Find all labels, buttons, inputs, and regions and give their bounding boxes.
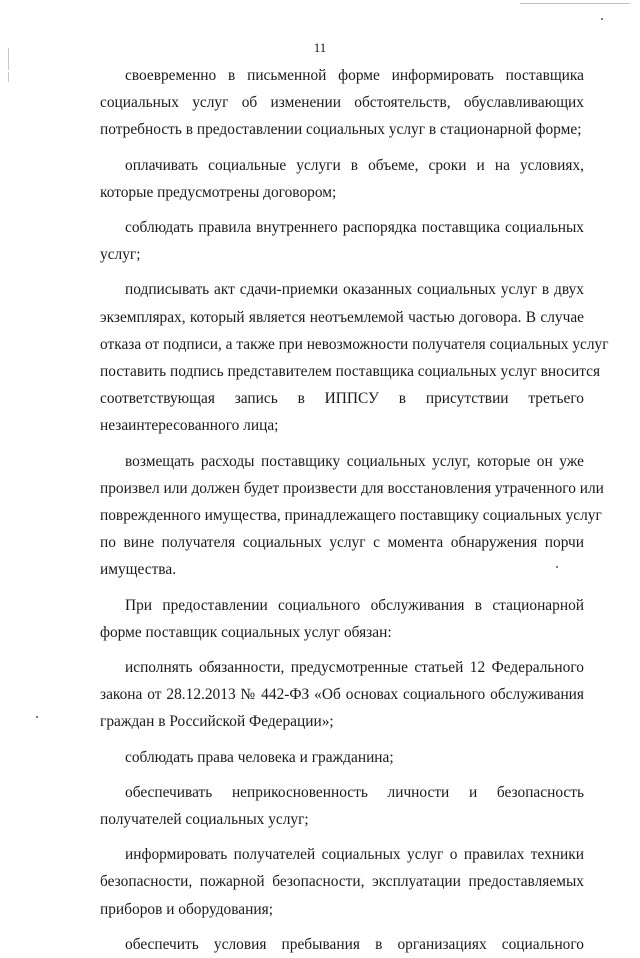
- text-line: своевременно в письменной форме информировать поставщика: [125, 67, 584, 84]
- text-line: экземплярах, который является неотъемлемой частью договора. В случае: [100, 308, 584, 326]
- text-line: подписывать акт сдачи-приемки оказанных социальных услуг в двух: [125, 281, 584, 299]
- text-line: имущества.: [100, 561, 177, 579]
- paragraph: [100, 744, 584, 771]
- text-line: оплачивать социальные услуги в объеме, сроки и на условиях,: [125, 156, 584, 174]
- text-line: по вине получателя социальных услуг с момента обнаружения порчи: [100, 534, 584, 552]
- text-line: незаинтересованного лица;: [100, 417, 279, 435]
- text-line: услуг;: [100, 246, 141, 264]
- text-line: получателей социальных услуг;: [100, 811, 309, 829]
- text-line: приборов и оборудования;: [100, 900, 273, 918]
- text-line: потребность в предоставлении социальных услуг в стационарной форме;: [100, 121, 582, 139]
- text-line: соблюдать правила внутреннего распорядка поставщика социальных: [125, 219, 584, 237]
- paragraph: [100, 214, 584, 268]
- paragraph: [100, 841, 584, 923]
- text-line: отказа от подписи, а также при невозможности получателя социальных услуг: [100, 335, 609, 353]
- page-number: 11: [313, 40, 327, 55]
- text-line: соответствующая запись в ИППСУ в присутствии третьего: [100, 390, 584, 408]
- paragraph: [100, 592, 584, 646]
- scan-top-rule: [520, 3, 630, 4]
- text-line: поставить подпись представителем поставщика социальных услуг вносится: [100, 363, 601, 381]
- text-line: исполнять обязанности, предусмотренные статьей 12 Федерального: [125, 659, 584, 677]
- document-body: [100, 62, 609, 958]
- scan-speck: [601, 18, 603, 20]
- paragraph: [100, 654, 584, 736]
- text-line: возмещать расходы поставщику социальных услуг, которые он уже: [125, 452, 584, 470]
- text-line: форме поставщик социальных услуг обязан:: [100, 623, 392, 641]
- scan-margin-mark: [8, 72, 9, 82]
- text-line: которые предусмотрены договором;: [100, 183, 337, 201]
- text-line: граждан в Российской Федерации»;: [100, 713, 334, 731]
- paragraph: [100, 152, 584, 206]
- text-line: соблюдать права человека и гражданина;: [125, 748, 394, 766]
- paragraph: [100, 276, 609, 439]
- text-line: обеспечить условия пребывания в организациях социального: [125, 935, 584, 953]
- text-line: социальных услуг об изменении обстоятельств, обуславливающих: [100, 94, 584, 112]
- text-line: информировать получателей социальных услуг о правилах техники: [125, 846, 584, 864]
- scan-speck: [36, 716, 38, 718]
- paragraph: [100, 62, 584, 144]
- text-line: произвел или должен будет произвести для восстановления утраченного или: [100, 479, 604, 497]
- paragraph: [100, 931, 584, 958]
- paragraph: [100, 448, 604, 584]
- text-line: поврежденного имущества, принадлежащего поставщику социальных услуг: [100, 507, 602, 525]
- text-line: безопасности, пожарной безопасности, эксплуатации предоставляемых: [100, 873, 584, 891]
- text-line: закона от 28.12.2013 № 442-ФЗ «Об основах социального обслуживания: [100, 686, 584, 704]
- text-line: обеспечивать неприкосновенность личности и безопасность: [125, 783, 584, 801]
- text-line: При предоставлении социального обслуживания в стационарной: [125, 596, 584, 614]
- paragraph: [100, 779, 584, 833]
